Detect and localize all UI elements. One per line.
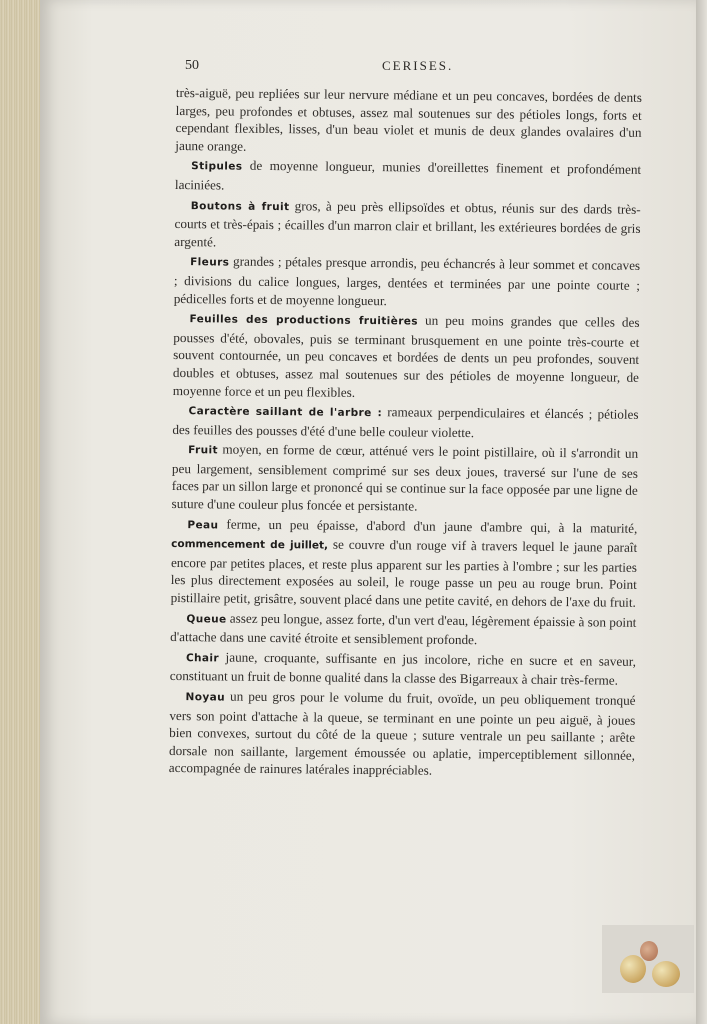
- paragraph-text: un peu gros pour le volume du fruit, ovoïde, un peu obliquement tronqué vers son point d'attache à la queue, se terminant en une pointe un peu aiguë, à joues bien convexes, surtout du côté de la queue ; suture ventrale un peu saillante ; arête dorsale non saillante, largement émoussée ou aplatie, imperceptiblement sillonnée, accompagnée de rainures latérales inappréciables.: [168, 688, 636, 779]
- entry-title-fleurs: Fleurs: [190, 256, 230, 269]
- book-page-edges: [0, 0, 44, 1024]
- fruit-icon: [620, 955, 646, 983]
- paragraph-queue: [170, 609, 636, 651]
- running-title: CERISES.: [382, 58, 454, 73]
- paragraph-fruit: [172, 440, 639, 517]
- body-text: [169, 84, 642, 784]
- paragraph-text: un peu moins grandes que celles des pousses d'été, obovales, puis se terminant brusquement en une pointe très-courte et souvent contournée, un peu concaves et bordées de dents un peu profondes, souvent doubles et obtuses, assez mal soutenues sur des pétioles de moyenne longueur, de moyenne force et un peu flexibles.: [172, 312, 640, 400]
- page-header: [185, 58, 485, 78]
- paragraph-text: jaune, croquante, suffisante en jus incolore, riche en sucre et en saveur, constituant un fruit de bonne qualité dans la classe des Bigarreaux à chair très-ferme.: [169, 649, 637, 689]
- entry-title-caractere: Caractère saillant de l'arbre :: [188, 405, 383, 420]
- paragraph-boutons: [174, 196, 641, 256]
- entry-title-fruit: Fruit: [188, 444, 219, 457]
- paragraph-leaf-continuation: [175, 84, 642, 159]
- paragraph-text: moyen, en forme de cœur, atténué vers le point pistillaire, où il s'arrondit un peu largement, sensiblement comprimé sur ses deux joues, traversé sur l'une de ses faces par un sillon large et prononcé qui se continue sur la face opposée par une ligne de suture d'une couleur plus foncée et persistante.: [171, 441, 639, 514]
- paragraph-caractere: [172, 401, 638, 443]
- paragraph-text: rameaux perpendiculaires et élancés ; pétioles des feuilles des pousses d'été d'une belle couleur violette.: [172, 404, 639, 440]
- entry-title-stipules: Stipules: [191, 160, 243, 174]
- paragraph-feuilles: [173, 309, 640, 404]
- entry-title-queue: Queue: [186, 612, 227, 626]
- paragraph-stipules: [175, 156, 641, 198]
- paragraph-fleurs: [174, 252, 641, 312]
- paragraph-chair: [170, 648, 636, 690]
- paragraph-text: très-aiguë, peu repliées sur leur nervure médiane et un peu concaves, bordées de dents larges, peu profondes et obtuses, assez mal soutenues sur des pétioles longs, forts et cependant flexibles, lisses, d'un beau violet et munis de deux glandes ovalaires d'un jaune orange.: [175, 84, 642, 154]
- paragraph-text: ferme, un peu épaisse, d'abord d'un jaune d'ambre qui, à la maturité,: [218, 516, 638, 536]
- entry-title-chair: Chair: [185, 651, 220, 665]
- entry-title-noyau: Noyau: [185, 691, 226, 704]
- entry-title-peau: Peau: [187, 518, 219, 532]
- paragraph-text: se couvre d'un rouge vif à travers lequel le jaune paraît encore par petites places, et reste plus apparent sur les parties à l'ombre ; sur les parties les plus directement exposées au soleil, le rouge passe un peu au rouge brun. Point pistillaire petit, grisâtre, souvent placé dans une petite cavité, en dehors de l'axe du fruit.: [170, 536, 638, 610]
- fruit-icon: [640, 941, 658, 961]
- entry-title-boutons: Boutons à fruit: [190, 199, 290, 213]
- paragraph-noyau: [169, 687, 636, 782]
- paragraph-text: gros, à peu près ellipsoïdes et obtus, réunis sur des dards très-courts et très-épais ; écailles d'un marron clair et brillant, les extérieures bordées de gris argenté.: [174, 197, 641, 250]
- page-number: 50: [185, 58, 199, 73]
- fruit-icon: [652, 961, 680, 987]
- paragraph-text: de moyenne longueur, munies d'oreillettes finement et profondément laciniées.: [174, 158, 642, 193]
- paragraph-text: assez peu longue, assez forte, d'un vert d'eau, légèrement épaissie à son point d'attache dans une cavité étroite et sensiblement profonde.: [170, 610, 637, 648]
- paragraph-text: grandes ; pétales presque arrondis, peu échancrés à leur sommet et concaves ; divisions du calice longues, larges, dentées et terminées par une pointe courte ; pédicelles forts et de moyenne longueur.: [173, 253, 641, 308]
- paragraph-peau: [171, 515, 638, 612]
- entry-title-feuilles: Feuilles des productions fruitières: [189, 313, 419, 328]
- inline-term-ripening: commencement de juillet,: [171, 538, 329, 552]
- fruit-thumbnail-image: [602, 925, 694, 993]
